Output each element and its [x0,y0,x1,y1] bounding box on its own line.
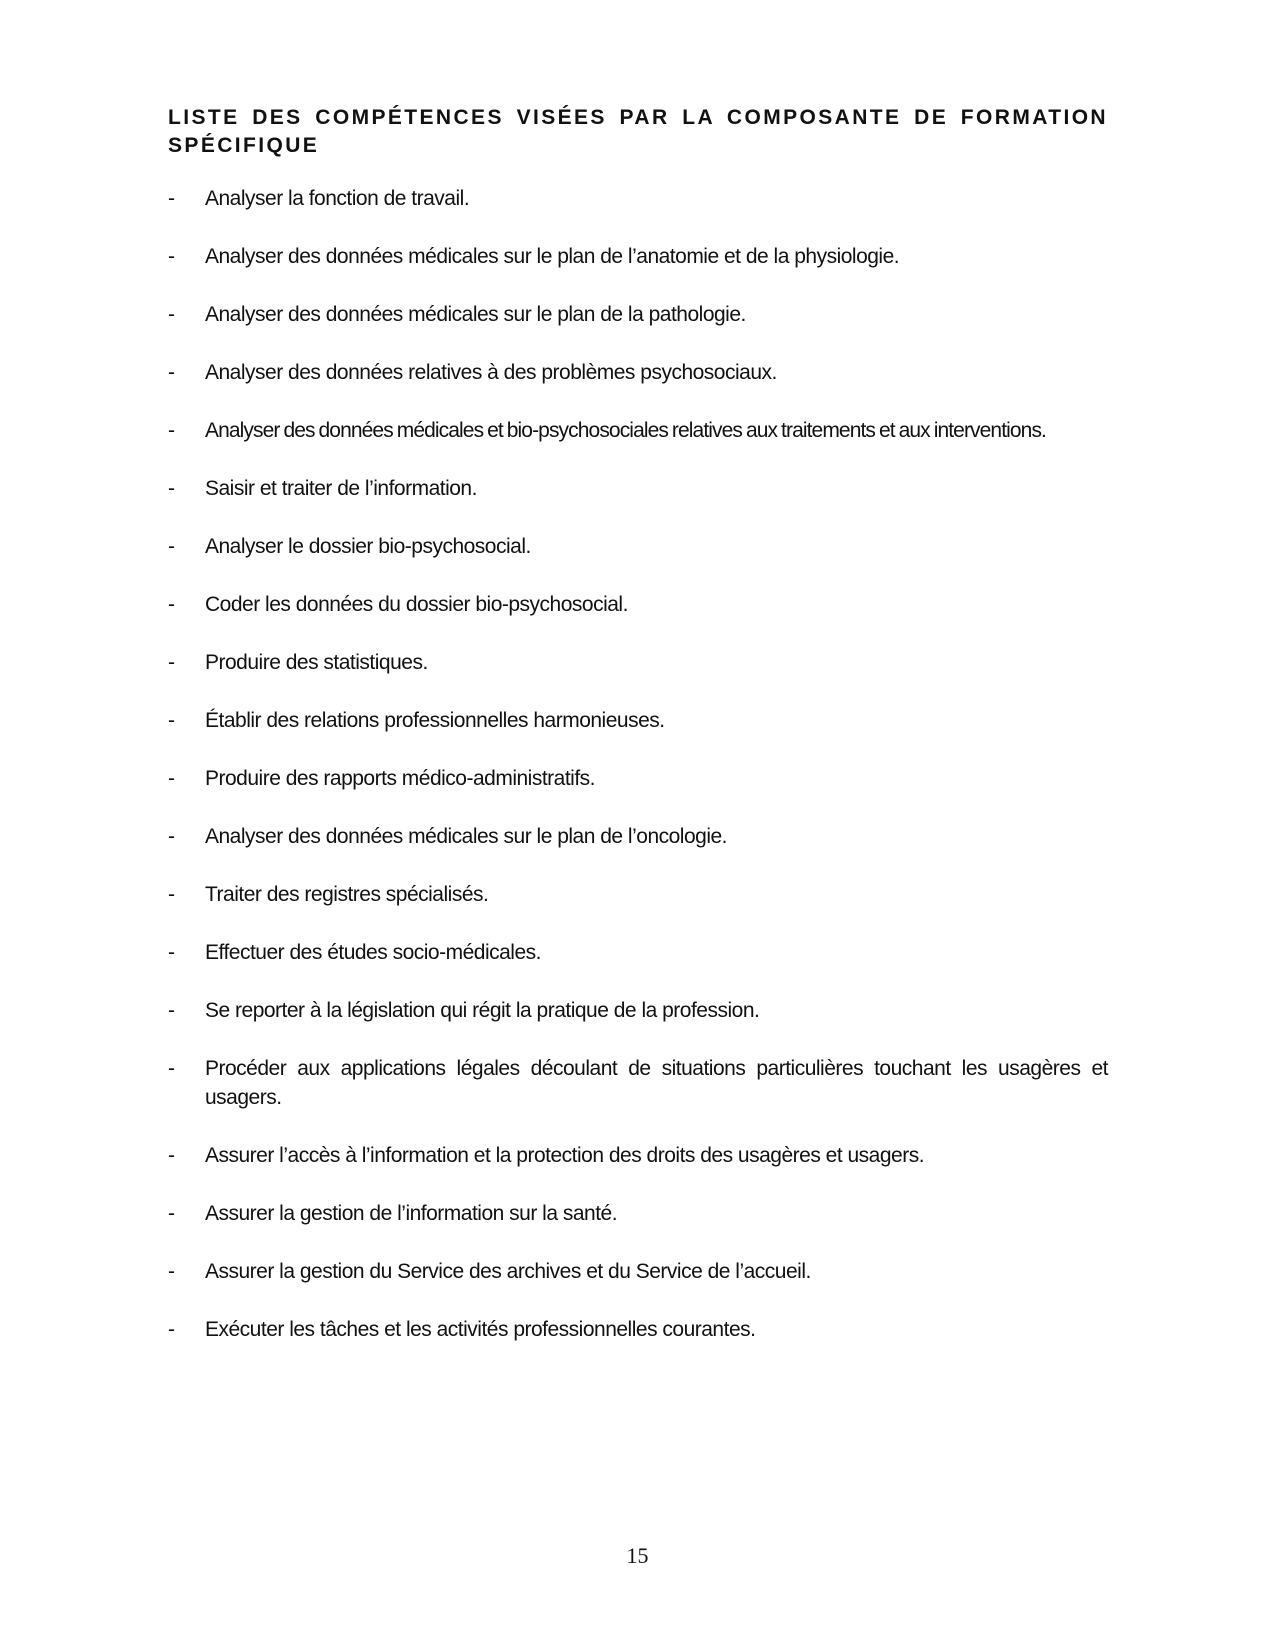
page-number: 15 [626,1543,649,1568]
list-item-text: Assurer la gestion de l’information sur la santé. [205,1202,618,1225]
bullet-dash: - [168,419,175,442]
bullet-dash: - [168,651,175,674]
bullet-dash: - [168,361,175,384]
list-item-text: Produire des statistiques. [205,651,428,674]
list-item [168,416,1108,445]
bullet-dash: - [168,1260,175,1283]
list-item [168,1257,1108,1286]
list-item-text: Procéder aux applications légales découlant de situations particulières touchant les usagères et usagers. [205,1057,1108,1109]
list-item [168,996,1108,1025]
list-item [168,532,1108,561]
list-item [168,242,1108,271]
page-heading: LISTE DES COMPÉTENCES VISÉES PAR LA COMPOSANTE DE FORMATION SPÉCIFIQUE [168,106,1108,157]
list-item-text: Établir des relations professionnelles harmonieuses. [205,709,665,732]
list-item-text: Analyser des données médicales et bio-psychosociales relatives aux traitements et aux interventions. [205,419,1046,442]
list-item-text: Assurer la gestion du Service des archives et du Service de l’accueil. [205,1260,811,1283]
list-item-text: Assurer l’accès à l’information et la protection des droits des usagères et usagers. [205,1144,925,1167]
list-item [168,648,1108,677]
bullet-dash: - [168,999,175,1022]
bullet-dash: - [168,245,175,268]
bullet-dash: - [168,1057,175,1080]
bullet-dash: - [168,187,175,210]
list-item-text: Saisir et traiter de l’information. [205,477,477,500]
bullet-dash: - [168,709,175,732]
list-item [168,880,1108,909]
bullet-dash: - [168,535,175,558]
bullet-dash: - [168,825,175,848]
list-item-text: Traiter des registres spécialisés. [205,883,489,906]
list-item-text: Effectuer des études socio-médicales. [205,941,541,964]
bullet-dash: - [168,1318,175,1341]
list-item-text: Analyser des données médicales sur le plan de l’anatomie et de la physiologie. [205,245,900,268]
list-item [168,1054,1108,1112]
list-item [168,1315,1108,1344]
list-item-text: Analyser des données relatives à des problèmes psychosociaux. [205,361,777,384]
list-item [168,1141,1108,1170]
list-item-text: Exécuter les tâches et les activités professionnelles courantes. [205,1318,756,1341]
list-item [168,1199,1108,1228]
list-item-text: Analyser la fonction de travail. [205,187,470,210]
list-item-text: Analyser des données médicales sur le plan de la pathologie. [205,303,746,326]
list-item [168,358,1108,387]
list-item [168,938,1108,967]
list-item-text: Coder les données du dossier bio-psychosocial. [205,593,628,616]
list-item [168,822,1108,851]
bullet-dash: - [168,767,175,790]
list-item [168,184,1108,213]
bullet-dash: - [168,883,175,906]
competency-list [168,184,1108,1373]
bullet-dash: - [168,303,175,326]
list-item [168,764,1108,793]
list-item [168,590,1108,619]
bullet-dash: - [168,941,175,964]
bullet-dash: - [168,1202,175,1225]
bullet-dash: - [168,1144,175,1167]
list-item-text: Produire des rapports médico-administratifs. [205,767,596,790]
list-item-text: Se reporter à la législation qui régit la pratique de la profession. [205,999,760,1022]
list-item [168,706,1108,735]
list-item [168,300,1108,329]
list-item [168,474,1108,503]
bullet-dash: - [168,593,175,616]
list-item-text: Analyser des données médicales sur le plan de l’oncologie. [205,825,728,848]
bullet-dash: - [168,477,175,500]
list-item-text: Analyser le dossier bio-psychosocial. [205,535,531,558]
